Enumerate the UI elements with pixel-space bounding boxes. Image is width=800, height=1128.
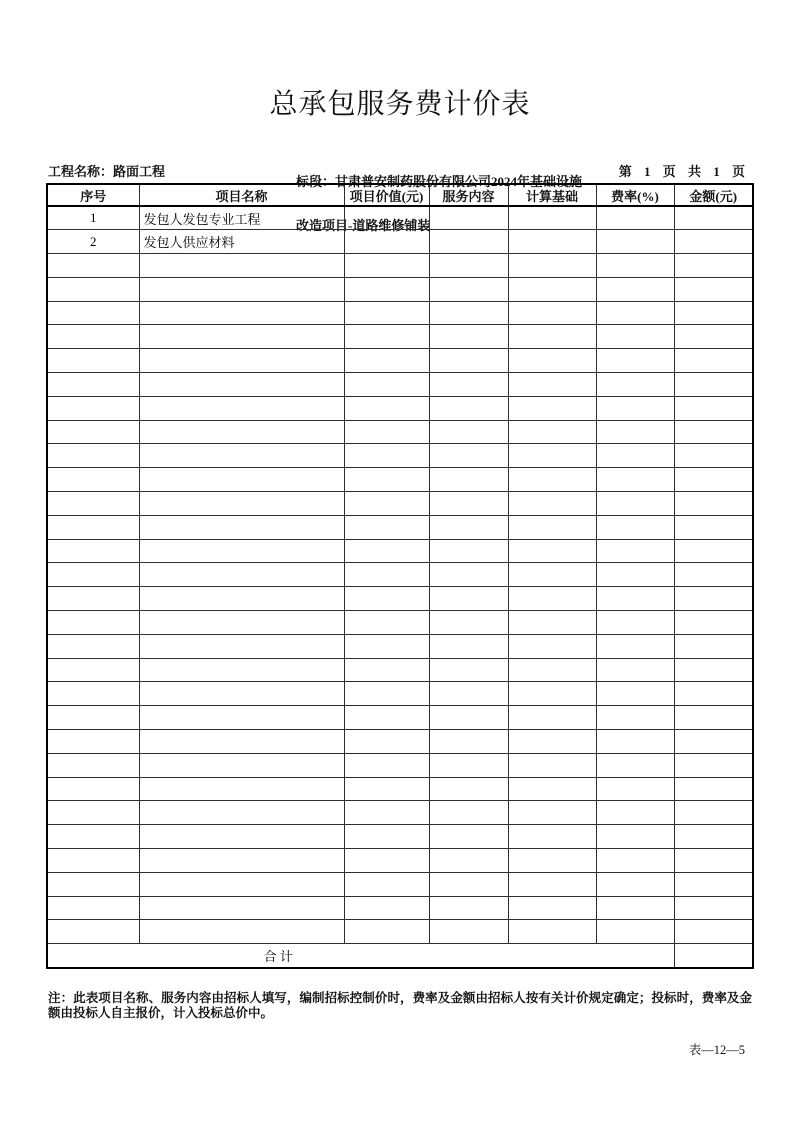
table-cell [674, 587, 753, 611]
table-cell [47, 277, 139, 301]
table-cell [596, 872, 674, 896]
table-cell [429, 634, 508, 658]
table-cell [429, 706, 508, 730]
table-cell [674, 611, 753, 635]
table-row [47, 539, 753, 563]
table-cell [344, 301, 429, 325]
table-cell [596, 682, 674, 706]
table-cell [139, 682, 344, 706]
table-cell [47, 658, 139, 682]
table-cell [47, 587, 139, 611]
table-cell [344, 611, 429, 635]
table-row [47, 230, 753, 254]
table-cell: 1 [47, 206, 139, 230]
table-cell [139, 563, 344, 587]
table-cell [596, 492, 674, 516]
total-label-cell: 合 计 [47, 944, 674, 968]
table-cell [596, 611, 674, 635]
table-cell [674, 730, 753, 754]
table-cell [139, 396, 344, 420]
table-row [47, 254, 753, 278]
table-cell [344, 254, 429, 278]
table-cell [508, 468, 596, 492]
table-cell [508, 706, 596, 730]
table-cell [139, 325, 344, 349]
table-cell [596, 349, 674, 373]
table-cell [139, 539, 344, 563]
table-cell [508, 611, 596, 635]
table-cell [344, 801, 429, 825]
table-cell [596, 301, 674, 325]
table-row [47, 444, 753, 468]
table-cell [344, 230, 429, 254]
table-cell [139, 706, 344, 730]
table-cell [429, 373, 508, 397]
table-cell [674, 420, 753, 444]
table-cell [596, 277, 674, 301]
table-cell [674, 325, 753, 349]
page-indicator: 第 1 页 共 1 页 [618, 164, 745, 179]
table-cell [47, 753, 139, 777]
table-cell [508, 301, 596, 325]
table-cell [47, 539, 139, 563]
table-cell [47, 849, 139, 873]
table-row [47, 730, 753, 754]
table-cell [674, 373, 753, 397]
table-row [47, 301, 753, 325]
table-cell [139, 849, 344, 873]
table-cell [674, 801, 753, 825]
table-cell [508, 230, 596, 254]
table-cell [674, 254, 753, 278]
table-row [47, 206, 753, 230]
table-row [47, 277, 753, 301]
table-cell [47, 420, 139, 444]
table-cell [139, 301, 344, 325]
table-cell [47, 254, 139, 278]
table-cell [344, 753, 429, 777]
table-cell [429, 349, 508, 373]
table-row [47, 825, 753, 849]
table-cell [596, 753, 674, 777]
table-cell [47, 896, 139, 920]
table-row [47, 373, 753, 397]
table-cell [429, 468, 508, 492]
table-cell [344, 920, 429, 944]
table-cell [508, 634, 596, 658]
table-cell [47, 634, 139, 658]
table-cell [508, 658, 596, 682]
table-cell [47, 872, 139, 896]
table-cell [596, 706, 674, 730]
table-row [47, 420, 753, 444]
table-cell [596, 325, 674, 349]
table-cell [596, 468, 674, 492]
table-cell [139, 872, 344, 896]
table-cell [508, 325, 596, 349]
table-cell [508, 349, 596, 373]
table-cell [508, 277, 596, 301]
table-cell [47, 373, 139, 397]
table-cell [344, 420, 429, 444]
fee-table [46, 183, 754, 969]
table-cell [139, 515, 344, 539]
table-cell [508, 801, 596, 825]
table-cell [344, 825, 429, 849]
table-cell [596, 658, 674, 682]
table-cell [344, 587, 429, 611]
table-cell [47, 682, 139, 706]
table-cell [508, 515, 596, 539]
table-row [47, 611, 753, 635]
table-row [47, 920, 753, 944]
table-cell [139, 634, 344, 658]
table-cell [596, 539, 674, 563]
table-cell [508, 539, 596, 563]
table-cell [674, 349, 753, 373]
table-cell [429, 254, 508, 278]
table-cell [344, 515, 429, 539]
table-cell [596, 587, 674, 611]
table-row [47, 872, 753, 896]
table-cell [508, 896, 596, 920]
table-cell [344, 658, 429, 682]
table-cell [429, 920, 508, 944]
table-cell [429, 753, 508, 777]
column-header-rate: 费率(%) [596, 184, 674, 206]
table-cell [429, 230, 508, 254]
table-cell [344, 849, 429, 873]
table-row [47, 515, 753, 539]
table-row [47, 896, 753, 920]
table-cell [47, 706, 139, 730]
table-cell [344, 468, 429, 492]
table-row [47, 325, 753, 349]
table-cell [674, 206, 753, 230]
table-cell [674, 849, 753, 873]
table-cell [674, 706, 753, 730]
table-cell [674, 515, 753, 539]
table-row [47, 706, 753, 730]
table-row [47, 658, 753, 682]
table-cell [47, 492, 139, 516]
table-row [47, 349, 753, 373]
table-cell [674, 896, 753, 920]
table-cell [508, 777, 596, 801]
table-cell [139, 468, 344, 492]
table-cell [47, 444, 139, 468]
table-body [47, 206, 753, 944]
table-cell [344, 444, 429, 468]
table-cell [674, 777, 753, 801]
project-name-line: 工程名称：路面工程 [48, 164, 166, 179]
table-cell [508, 682, 596, 706]
table-cell [596, 444, 674, 468]
table-cell [429, 301, 508, 325]
table-cell [47, 777, 139, 801]
table-cell [344, 539, 429, 563]
table-cell [508, 254, 596, 278]
table-cell [596, 515, 674, 539]
table-cell [508, 872, 596, 896]
table-cell [674, 301, 753, 325]
table-cell [47, 920, 139, 944]
table-cell [139, 825, 344, 849]
table-cell [429, 777, 508, 801]
table-cell [674, 492, 753, 516]
table-cell [344, 777, 429, 801]
table-cell [429, 444, 508, 468]
table-cell: 发包人供应材料 [139, 230, 344, 254]
table-cell [344, 730, 429, 754]
table-cell [429, 730, 508, 754]
table-cell [596, 777, 674, 801]
form-code: 表—12—5 [688, 1043, 745, 1057]
table-cell [139, 658, 344, 682]
table-cell [508, 753, 596, 777]
table-cell [596, 230, 674, 254]
table-cell [344, 872, 429, 896]
table-cell [508, 825, 596, 849]
table-cell [139, 373, 344, 397]
table-cell [508, 420, 596, 444]
table-cell [429, 515, 508, 539]
table-cell [139, 801, 344, 825]
table-cell [344, 206, 429, 230]
table-cell [139, 730, 344, 754]
table-cell [139, 587, 344, 611]
table-cell [508, 492, 596, 516]
table-cell [47, 396, 139, 420]
table-row [47, 587, 753, 611]
table-cell [674, 277, 753, 301]
table-cell [429, 611, 508, 635]
table-cell [47, 825, 139, 849]
table-row [47, 492, 753, 516]
table-cell [139, 349, 344, 373]
table-cell [47, 611, 139, 635]
table-cell: 发包人发包专业工程 [139, 206, 344, 230]
table-cell [674, 634, 753, 658]
table-cell [674, 539, 753, 563]
table-cell [674, 872, 753, 896]
table-cell [139, 254, 344, 278]
table-cell [674, 682, 753, 706]
table-cell [429, 801, 508, 825]
table-row [47, 634, 753, 658]
table-cell [508, 563, 596, 587]
table-cell [674, 753, 753, 777]
column-header-basis: 计算基础 [508, 184, 596, 206]
column-header-amount: 金额(元) [674, 184, 753, 206]
table-row [47, 682, 753, 706]
table-cell [344, 634, 429, 658]
table-cell [429, 539, 508, 563]
table-header-row [47, 184, 753, 206]
column-header-value: 项目价值(元) [344, 184, 429, 206]
table-cell [508, 396, 596, 420]
table-cell [344, 396, 429, 420]
table-cell [139, 492, 344, 516]
table-cell [508, 587, 596, 611]
table-cell [429, 872, 508, 896]
section-line-1: 标段：甘肃普安制药股份有限公司2024年基础设施 [296, 174, 583, 189]
table-cell [344, 349, 429, 373]
table-cell [344, 492, 429, 516]
table-cell [674, 230, 753, 254]
table-cell [508, 849, 596, 873]
table-row [47, 849, 753, 873]
table-cell [47, 325, 139, 349]
table-cell [47, 468, 139, 492]
total-amount-cell [674, 944, 753, 968]
table-cell [596, 896, 674, 920]
table-cell [429, 492, 508, 516]
table-cell [139, 444, 344, 468]
table-cell [596, 396, 674, 420]
column-header-name: 项目名称 [139, 184, 344, 206]
table-cell [429, 325, 508, 349]
footnote: 注：此表项目名称、服务内容由招标人填写，编制招标控制价时，费率及金额由招标人按有关计价规定确定；投标时，费率及金额由投标人自主报价，计入投标总价中。 [48, 991, 752, 1020]
table-cell [674, 468, 753, 492]
table-cell: 2 [47, 230, 139, 254]
table-row [47, 468, 753, 492]
table-row [47, 753, 753, 777]
table-cell [596, 920, 674, 944]
table-cell [47, 515, 139, 539]
table-cell [596, 420, 674, 444]
table-cell [508, 920, 596, 944]
table-row [47, 396, 753, 420]
table-cell [344, 563, 429, 587]
table-cell [344, 277, 429, 301]
table-cell [429, 563, 508, 587]
table-cell [139, 896, 344, 920]
table-cell [674, 396, 753, 420]
table-row [47, 777, 753, 801]
table-cell [674, 563, 753, 587]
table-cell [429, 825, 508, 849]
table-cell [344, 706, 429, 730]
total-row [47, 944, 753, 968]
table-cell [596, 849, 674, 873]
table-row [47, 801, 753, 825]
table-cell [139, 277, 344, 301]
table-cell [508, 373, 596, 397]
table-cell [47, 301, 139, 325]
table-cell [429, 587, 508, 611]
table-cell [344, 325, 429, 349]
table-row [47, 563, 753, 587]
page-title: 总承包服务费计价表 [269, 89, 531, 120]
table-cell [47, 563, 139, 587]
table-cell [429, 896, 508, 920]
table-cell [674, 444, 753, 468]
table-cell [47, 730, 139, 754]
section-line-2: 改造项目-道路维修铺装 [296, 217, 431, 233]
table-cell [596, 801, 674, 825]
table-cell [47, 349, 139, 373]
table-cell [139, 777, 344, 801]
table-cell [429, 849, 508, 873]
table-cell [596, 634, 674, 658]
table-cell [596, 373, 674, 397]
table-cell [429, 396, 508, 420]
table-cell [596, 563, 674, 587]
table-cell [596, 825, 674, 849]
table-cell [429, 206, 508, 230]
column-header-service: 服务内容 [429, 184, 508, 206]
table-cell [674, 658, 753, 682]
table-cell [139, 753, 344, 777]
table-cell [139, 420, 344, 444]
table-cell [429, 658, 508, 682]
table-cell [344, 373, 429, 397]
table-cell [344, 682, 429, 706]
table-cell [429, 682, 508, 706]
table-cell [596, 254, 674, 278]
table-cell [674, 825, 753, 849]
table-cell [429, 277, 508, 301]
table-cell [139, 611, 344, 635]
table-cell [429, 420, 508, 444]
table-cell [139, 920, 344, 944]
table-cell [508, 206, 596, 230]
table-cell [596, 730, 674, 754]
table-cell [508, 730, 596, 754]
table-cell [674, 920, 753, 944]
table-cell [596, 206, 674, 230]
table-cell [344, 896, 429, 920]
column-header-seq: 序号 [47, 184, 139, 206]
table-cell [508, 444, 596, 468]
table-cell [47, 801, 139, 825]
